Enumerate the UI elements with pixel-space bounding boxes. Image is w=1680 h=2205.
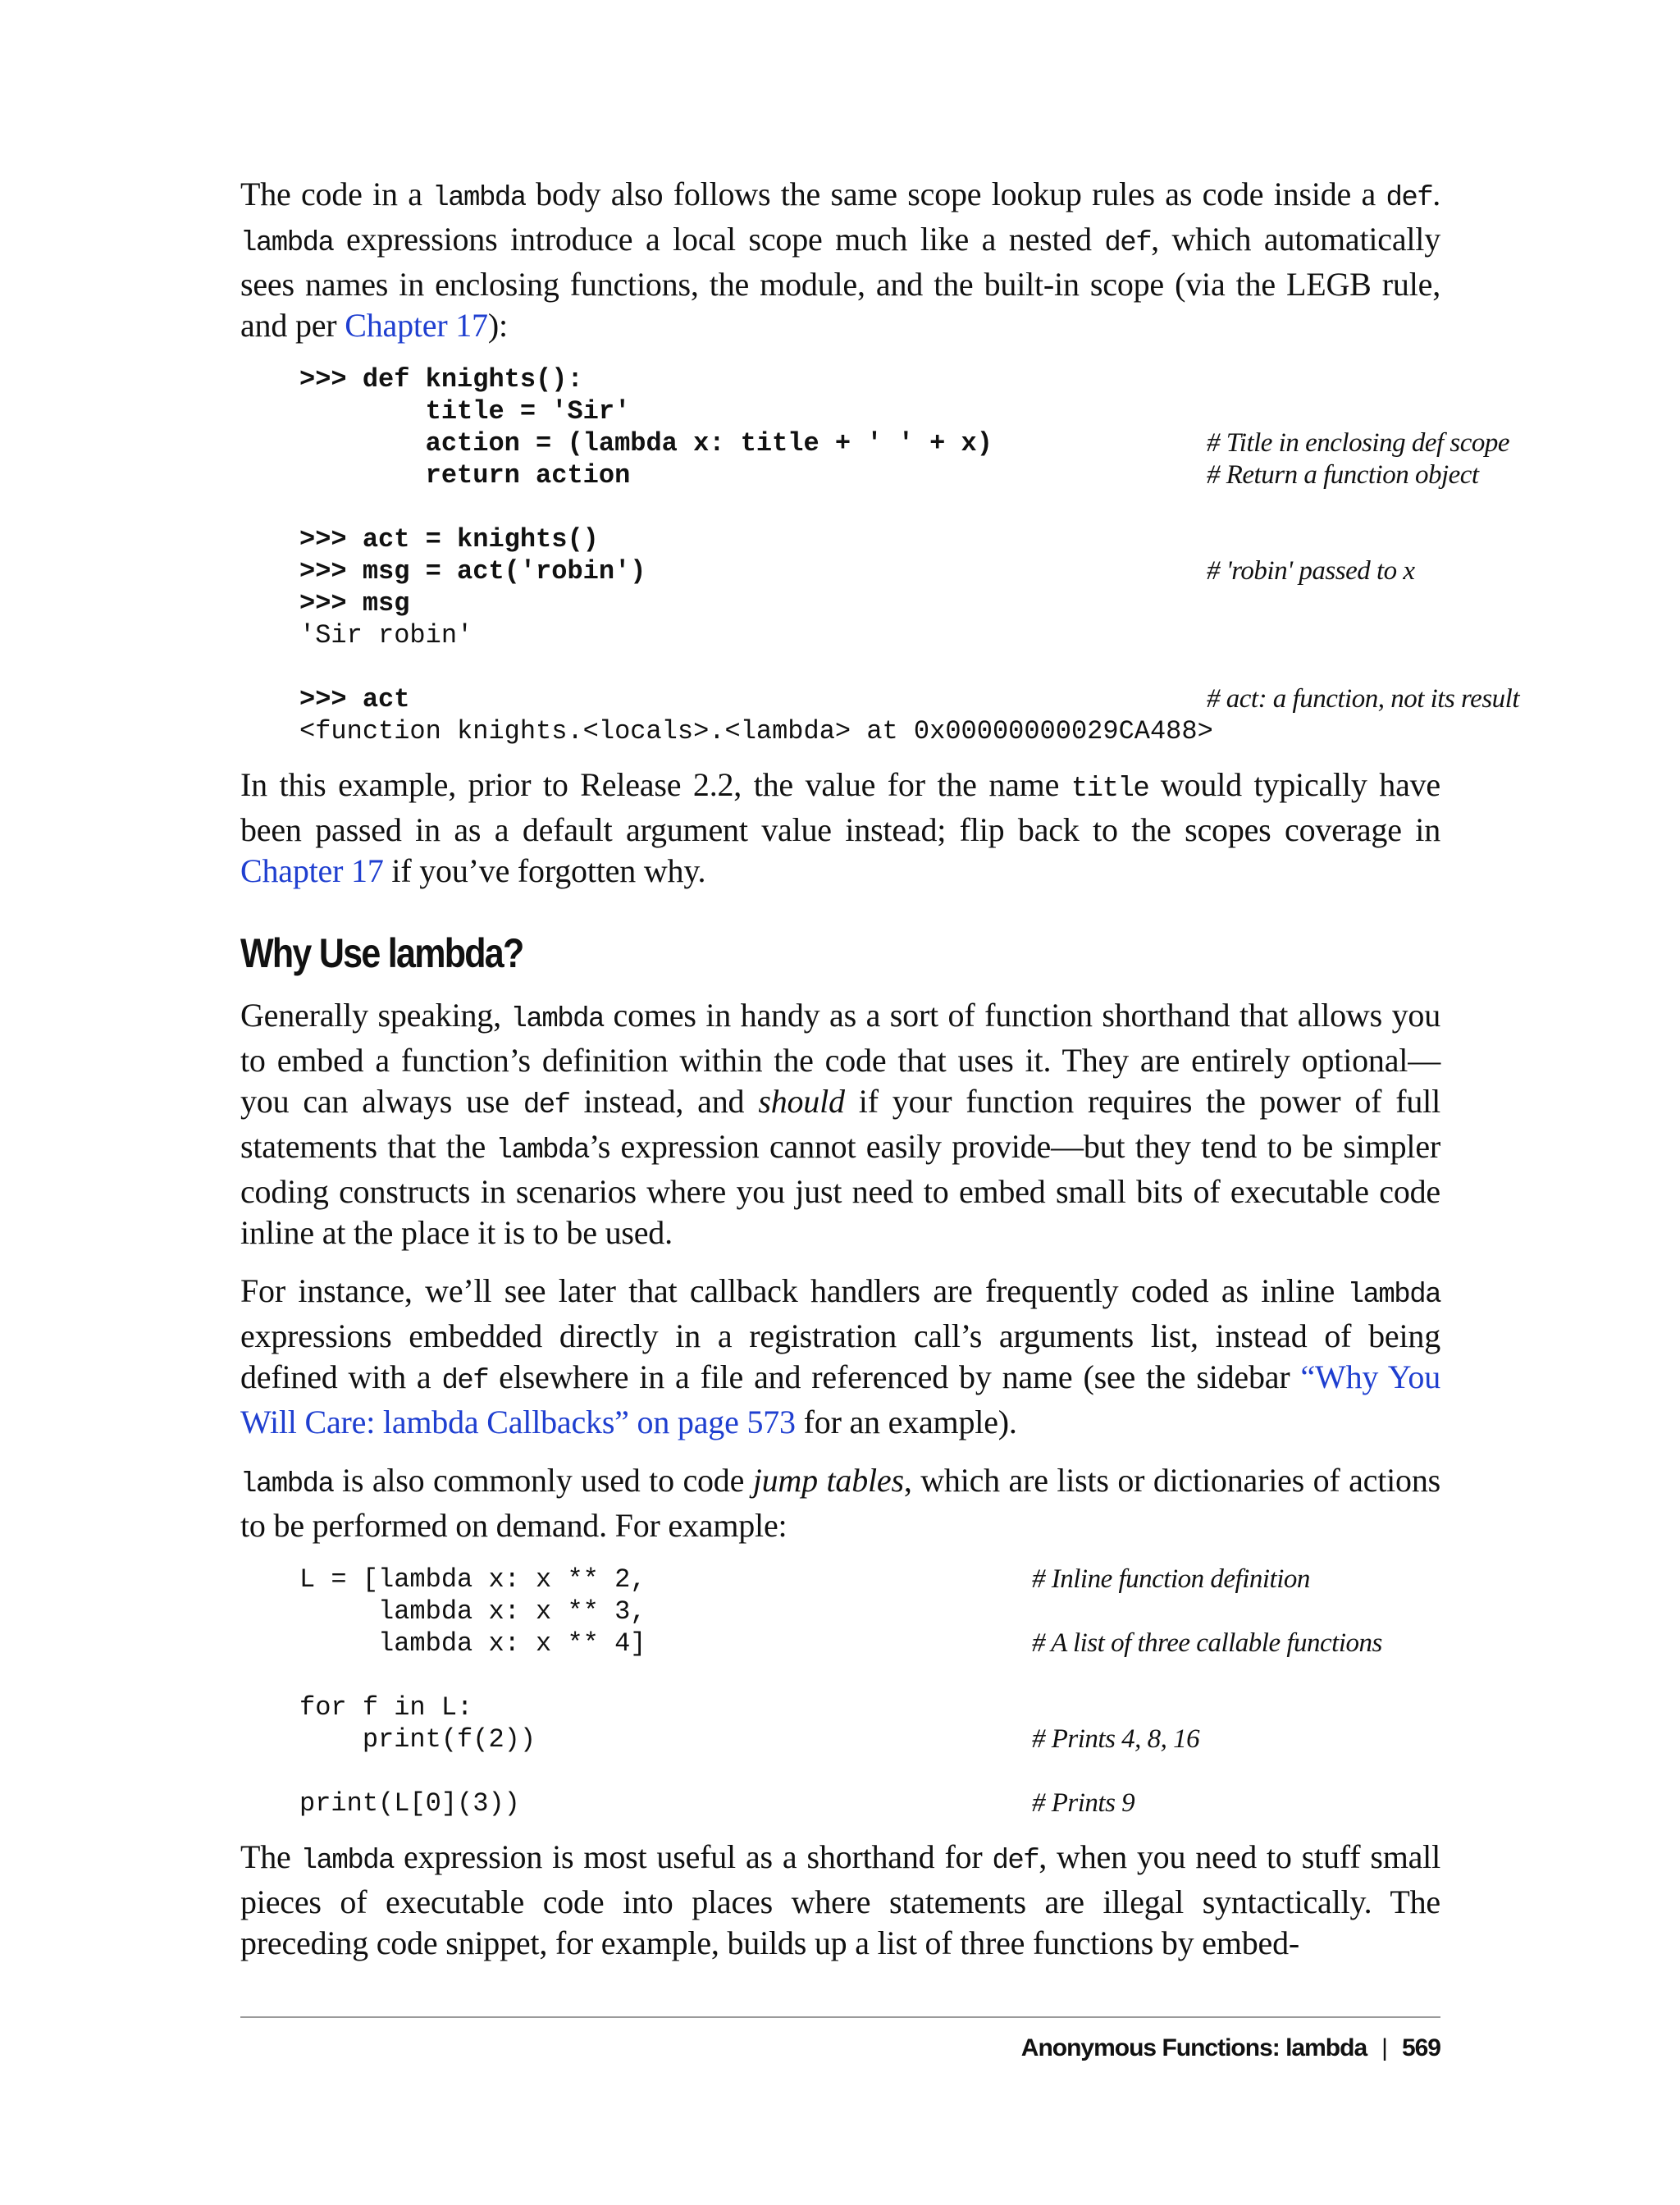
code-comment: # Prints 4, 8, 16 <box>1032 1724 1200 1754</box>
code-line: >>> msg = act('robin') # 'robin' passed to x <box>299 556 1415 587</box>
code-line: >>> msg <box>299 588 410 619</box>
footer-rule <box>240 2016 1440 2018</box>
code-line: L = [lambda x: x ** 2, # Inline function definition <box>299 1564 1310 1595</box>
code-comment: # Inline function definition <box>1032 1564 1310 1594</box>
inline-code: lambda <box>510 1004 604 1035</box>
inline-code: lambda <box>240 1469 334 1500</box>
code-line: lambda x: x ** 3, <box>299 1596 646 1627</box>
code-line: print(f(2)) # Prints 4, 8, 16 <box>299 1724 1200 1755</box>
code-comment: # Prints 9 <box>1032 1788 1135 1818</box>
paragraph-jump-tables: lambda is also commonly used to code jump tables, which are lists or dictionaries of actions to be performed on demand. For example: <box>240 1462 1440 1544</box>
inline-code: def <box>1104 228 1152 259</box>
chapter-17-link[interactable]: Chapter 17 <box>240 852 384 889</box>
inline-code: def <box>992 1846 1039 1877</box>
code-block-knights <box>240 363 1519 747</box>
code-line: title = 'Sir' <box>299 396 631 427</box>
inline-code: lambda <box>300 1846 395 1877</box>
code-comment: # act: a function, not its result <box>1207 684 1519 714</box>
inline-code: title <box>1071 774 1149 805</box>
section-heading: Why Use lambda? <box>240 930 523 976</box>
inline-code: def <box>441 1366 489 1397</box>
inline-code: lambda <box>1347 1280 1440 1311</box>
code-line: for f in L: <box>299 1692 473 1723</box>
code-block-jump-table <box>240 1564 1440 1819</box>
page-footer <box>1021 2028 1440 2069</box>
chapter-17-link[interactable]: Chapter 17 <box>345 307 488 344</box>
paragraph-scope-rules: The code in a lambda body also follows the same scope lookup rules as code inside a def. lambda expressions introduce a local scope much like a nested def, which automatically sees names in enclosing functions, the module, and the built-in scope (via the LEGB rule, and per Chapter 17): <box>240 176 1441 344</box>
inline-code: def <box>1386 183 1433 214</box>
paragraph-shorthand: The lambda expression is most useful as a shorthand for def, when you need to stuff small pieces of executable code into places where statements are illegal syntactically. The preceding code snippet, for example, builds up a list of three functions by embed- <box>240 1838 1440 1961</box>
code-comment: # 'robin' passed to x <box>1207 556 1415 586</box>
code-line-blank <box>299 651 1440 683</box>
code-line: >>> act # act: a function, not its result <box>299 684 1519 714</box>
paragraph-callbacks: For instance, we’ll see later that callback handlers are frequently coded as inline lambda expressions embedded directly in a registration call’s arguments list, instead of being defined with a def elsewhere in a file and referenced by name (see the sidebar “Why You Will Care: lambda Callbacks” on page 573 for an example). <box>240 1272 1441 1440</box>
code-comment: # A list of three callable functions <box>1032 1628 1382 1658</box>
inline-code: lambda <box>240 228 334 259</box>
code-comment: # Title in enclosing def scope <box>1207 428 1510 458</box>
inline-code: lambda <box>495 1135 589 1166</box>
code-output-line: <function knights.<locals>.<lambda> at 0x00000000029CA488> <box>299 716 1213 746</box>
code-line: >>> def knights(): <box>299 364 583 395</box>
running-title: Anonymous Functions: lambda <box>1020 2034 1367 2061</box>
inline-code: lambda <box>432 183 526 214</box>
code-output-line: 'Sir robin' <box>299 620 473 651</box>
code-line-blank <box>299 1659 1440 1691</box>
paragraph-release-note: In this example, prior to Release 2.2, the value for the name title would typically have been passed in as a default argument value instead; flip back to the scopes coverage in Chapter 17 if you’ve forgotten why. <box>240 766 1440 889</box>
code-line: lambda x: x ** 4] # A list of three callable functions <box>299 1628 1382 1659</box>
code-comment: # Return a function object <box>1207 460 1479 490</box>
code-line: return action # Return a function object <box>299 460 1479 491</box>
inline-code: def <box>523 1090 570 1121</box>
code-line-blank <box>299 1755 1440 1787</box>
sidebar-callbacks-link[interactable]: “Why You Will Care: lambda Callbacks” on page 573 <box>240 1358 1441 1440</box>
code-line-blank <box>299 491 1440 523</box>
paragraph-why-lambda: Generally speaking, lambda comes in handy as a sort of function shorthand that allows you to embed a function’s definition within the code that uses it. They are entirely optional—you can always use def instead, and should if your function requires the power of full statements that the lambda’s expression cannot easily provide—but they tend to be simpler coding constructs in scenarios where you just need to embed small bits of executable code inline at the place it is to be used. <box>240 997 1440 1251</box>
page-content <box>240 174 1519 1964</box>
code-line: >>> act = knights() <box>299 524 599 555</box>
code-line: action = (lambda x: title + ' ' + x) # Title in enclosing def scope <box>299 428 1510 459</box>
footer-separator: | <box>1381 2034 1387 2061</box>
code-line: print(L[0](3)) # Prints 9 <box>299 1788 1135 1819</box>
page-number: 569 <box>1401 2034 1440 2061</box>
